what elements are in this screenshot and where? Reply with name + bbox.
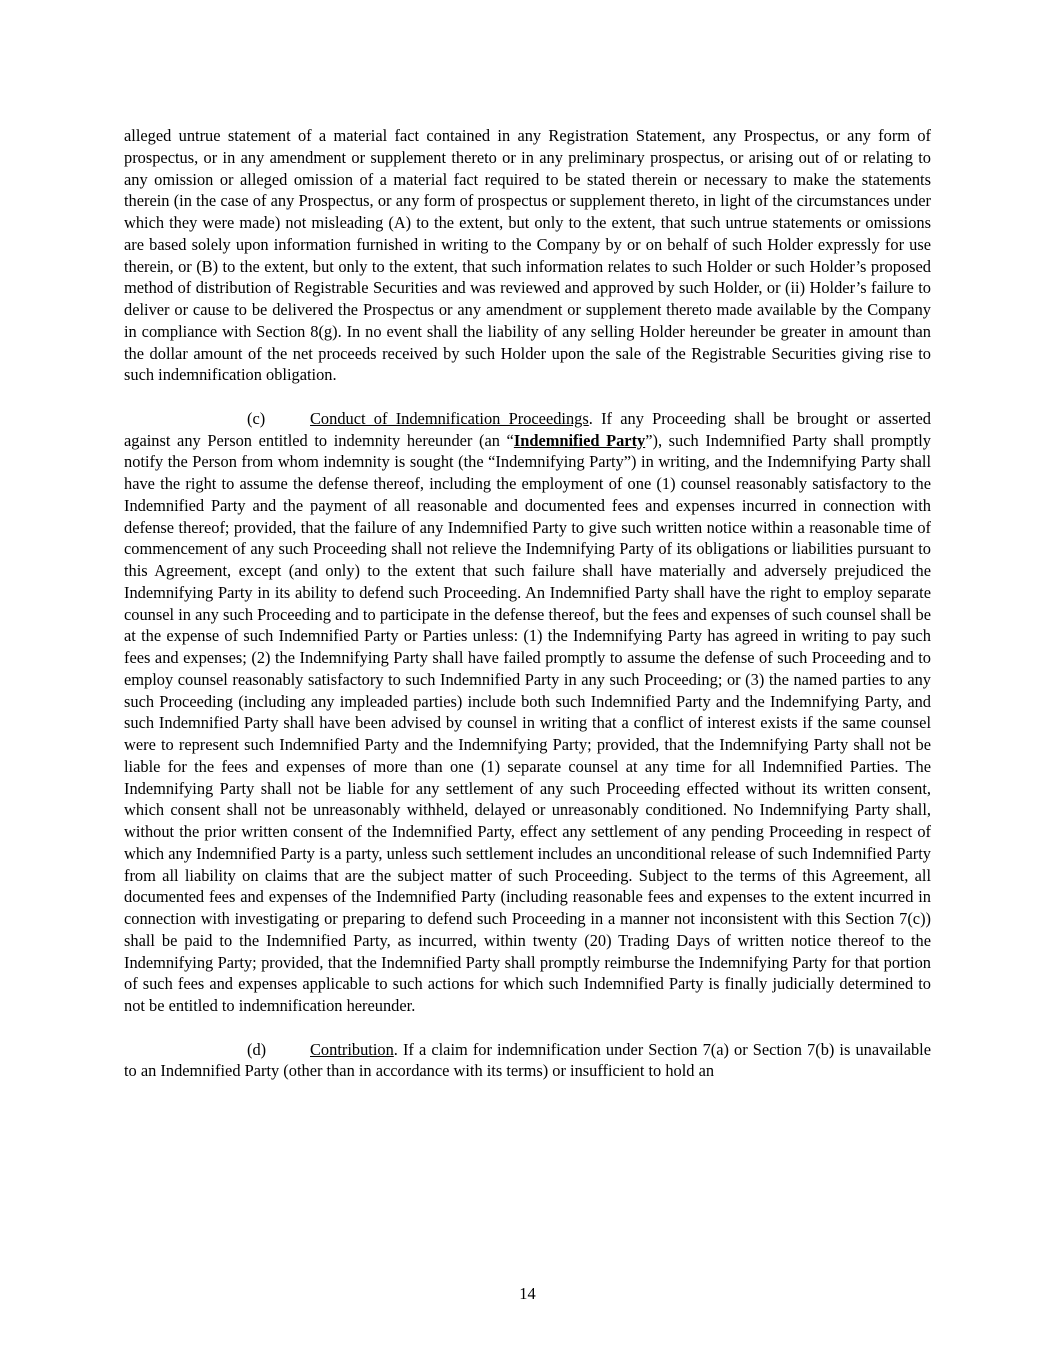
- paragraph-b-continued: [124, 125, 931, 386]
- paragraph-d-label: (d): [247, 1039, 267, 1059]
- page-number: 14: [519, 1284, 536, 1303]
- paragraph-d-text: . If a claim for indemnification under Section 7(a) or Section 7(b) is unavailable to an Indemnified Party (other than in accordance with its terms) or insufficient to hold an: [124, 1039, 931, 1081]
- paragraph-c-text-after-term: ”), such Indemnified Party shall promptly notify the Person from whom indemnity is sought (the “Indemnifying Party”) in writing, and the Indemnifying Party shall have the right to assume the defense thereof, including the employment of one (1) counsel reasonably satisfactory to the Indemnified Party and the payment of all reasonable and documented fees and expenses incurred in connection with defense thereof; provided, that the failure of any Indemnified Party to give such written notice within a reasonable time of commencement of any such Proceeding shall not relieve the Indemnifying Party of its obligations or liabilities pursuant to this Agreement, except (and only) to the extent that such failure shall have materially and adversely prejudiced the Indemnifying Party in its ability to defend such Proceeding. An Indemnified Party shall have the right to employ separate counsel in any such Proceeding and to participate in the defense thereof, but the fees and expenses of such counsel shall be at the expense of such Indemnified Party or Parties unless: (1) the Indemnifying Party has agreed in writing to pay such fees and expenses; (2) the Indemnifying Party shall have failed promptly to assume the defense of such Proceeding and to employ counsel reasonably satisfactory to such Indemnified Party in any such Proceeding; or (3) the named parties to any such Proceeding (including any impleaded parties) include both such Indemnified Party and the Indemnifying Party, and such Indemnified Party shall have been advised by counsel in writing that a conflict of interest exists if the same counsel were to represent such Indemnified Party and the Indemnifying Party; provided, that the Indemnifying Party shall not be liable for the fees and expenses of more than one (1) separate counsel at any time for all Indemnified Parties. The Indemnifying Party shall not be liable for any settlement of any such Proceeding effected without its written consent, which consent shall not be unreasonably withheld, delayed or unreasonably conditioned. No Indemnifying Party shall, without the prior written consent of the Indemnified Party, effect any settlement of any pending Proceeding in respect of which any Indemnified Party is a party, unless such settlement includes an unconditional release of such Indemnified Party from all liability on claims that are the subject matter of such Proceeding. Subject to the terms of this Agreement, all documented fees and expenses of the Indemnified Party (including reasonable fees and expenses to the extent incurred in connection with investigating or preparing to defend such Proceeding in a manner not inconsistent with this Section 7(c)) shall be paid to the Indemnified Party, as incurred, within twenty (20) Trading Days of written notice thereof to the Indemnifying Party; provided, that the Indemnified Party shall promptly reimburse the Indemnifying Party for that portion of such fees and expenses applicable to such actions for which such Indemnified Party is finally judicially determined to not be entitled to indemnification hereunder.: [124, 430, 931, 1015]
- defined-term-indemnified-party: Indemnified Party: [513, 430, 646, 450]
- paragraph-d: [124, 1039, 931, 1083]
- document-page: [124, 125, 931, 1082]
- paragraph-c-text-before-term: . If any Proceeding shall be brought or asserted against any Person entitled to indemnity hereunder (an “: [124, 408, 931, 450]
- paragraph-c-heading: Conduct of Indemnification Proceedings: [310, 408, 589, 428]
- paragraph-b-text: alleged untrue statement of a material fact contained in any Registration Statement, any Prospectus, or any form of prospectus, or in any amendment or supplement thereto or in any preliminary prospectus, or arising out of or relating to any omission or alleged omission of a material fact required to be stated therein or necessary to make the statements therein (in the case of any Prospectus, or any form of prospectus or supplement thereto, in light of the circumstances under which they were made) not misleading (A) to the extent, but only to the extent, that such untrue statements or omissions are based solely upon information furnished in writing to the Company by or on behalf of such Holder expressly for use therein, or (B) to the extent, but only to the extent, that such information relates to such Holder or such Holder’s proposed method of distribution of Registrable Securities and was reviewed and approved by such Holder, or (ii) Holder’s failure to deliver or cause to be delivered the Prospectus or any amendment or supplement thereto made available by the Company in compliance with Section 8(g). In no event shall the liability of any selling Holder hereunder be greater in amount than the dollar amount of the net proceeds received by such Holder upon the sale of the Registrable Securities giving rise to such indemnification obligation.: [124, 126, 931, 385]
- paragraph-d-heading: Contribution: [310, 1039, 394, 1059]
- paragraph-c-label: (c): [247, 408, 266, 428]
- paragraph-c: [124, 408, 931, 1017]
